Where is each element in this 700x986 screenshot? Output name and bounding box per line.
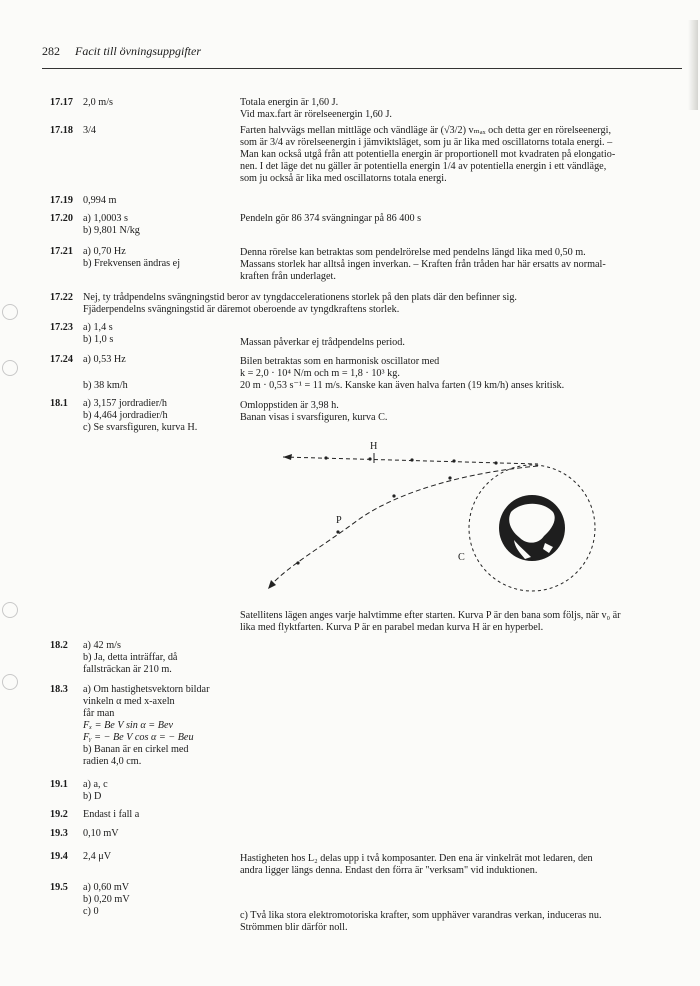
exercise-number: 17.21: [50, 246, 73, 257]
curve-label-c: C: [458, 552, 465, 563]
curve-p: [272, 466, 538, 584]
exercise-number: 17.19: [50, 195, 73, 206]
exercise-number: 19.4: [50, 851, 68, 862]
punch-hole: [2, 602, 18, 618]
answer: b) 38 km/h: [83, 380, 128, 391]
exercise-number: 17.20: [50, 213, 73, 224]
answer: a) 0,70 Hz b) Frekvensen ändras ej: [83, 246, 181, 269]
answer: Endast i fall a: [83, 809, 140, 820]
answer: 0,994 m: [83, 195, 117, 206]
punch-hole: [2, 360, 18, 376]
exercise-number: 19.1: [50, 779, 68, 790]
exercise-number: 17.23: [50, 322, 73, 333]
curve-h-arrow: [283, 454, 292, 460]
comment: Bilen betraktas som en harmonisk oscillator med k = 2,0 · 10⁴ N/m och m = 1,8 · 10³ kg. 20 m · 0,53 s⁻¹ = 11 m/s. Kanske kan även halva farten (19 km/h) anses kritisk.: [240, 356, 565, 391]
answer: 0,10 mV: [83, 828, 119, 839]
exercise-number: 18.2: [50, 640, 68, 651]
answer: a) 1,0003 s b) 9,801 N/kg: [83, 213, 140, 236]
comment: Massan påverkar ej trådpendelns period.: [240, 337, 405, 348]
comment: Pendeln gör 86 374 svängningar på 86 400 s: [240, 213, 422, 224]
exercise-number: 18.1: [50, 398, 68, 409]
exercise-number: 17.18: [50, 125, 73, 136]
answer: a) Om hastighetsvektorn bildar vinkeln α med x-axeln får man Fₓ = Be V sin α = Bev Fᵧ = − Be V cos α = − Beu b) Banan är en cirkel med radien 4,0 cm.: [83, 684, 210, 767]
answer: 3/4: [83, 125, 97, 136]
page-edge-shadow: [688, 20, 698, 110]
punch-hole: [2, 304, 18, 320]
exercise-number: 18.3: [50, 684, 68, 695]
exercise-number: 17.22: [50, 292, 73, 303]
answer: a) 1,4 s b) 1,0 s: [83, 322, 114, 345]
exercise-number: 19.5: [50, 882, 68, 893]
position-markers: [296, 456, 497, 564]
curve-label-h: H: [370, 441, 378, 452]
answer: a) 42 m/s b) Ja, detta inträffar, då fallsträckan är 210 m.: [83, 640, 178, 675]
running-title: Facit till övningsuppgifter: [75, 44, 201, 58]
answer: a) 0,60 mV b) 0,20 mV c) 0: [83, 882, 130, 917]
page-number: 282: [42, 44, 60, 58]
comment: Totala energin är 1,60 J. Vid max.fart är rörelseenergin 1,60 J.: [240, 97, 392, 120]
answer: Nej, ty trådpendelns svängningstid beror av tyngdaccelerationens storlek på den plats där den befinner sig. Fjäderpendelns svängningstid är däremot oberoende av tyngdkraftens storlek.: [83, 292, 517, 315]
comment: Denna rörelse kan betraktas som pendelrörelse med pendelns längd lika med 0,50 m. Massans storlek har alltså ingen inverkan. – Kraften från tråden har här ersatts av normal- kraften från underlaget.: [240, 247, 606, 282]
exercise-number: 19.3: [50, 828, 68, 839]
figure-caption: Satellitens lägen anges varje halvtimme efter starten. Kurva P är den bana som följs, när v₀ är lika med flyktfarten. Kurva P är en parabel medan kurva H är en hyperbel.: [240, 610, 621, 633]
exercise-number: 17.24: [50, 354, 73, 365]
comment: Hastigheten hos L₂ delas upp i två komposanter. Den ena är vinkelrät mot ledaren, den andra ligger längs denna. Endast den förra är "verksam" vid induktionen.: [240, 853, 593, 876]
answer: 2,0 m/s: [83, 97, 114, 108]
answer: a) 0,53 Hz: [83, 354, 126, 365]
comment: Farten halvvägs mellan mittläge och vändläge är (√3/2) vₘₐₓ och detta ger en rörelseenergi, som är 3/4 av rörelseenergin i jämviktsläget, som ju är lika med oscillatorns totala energi. – Man kan också utgå från att potentiella energin är proportionell mot kvadraten på elongatio- nen. I det läge det nu gäller är potentiella energin 1/4 av potentiella energin i ett vändläge, som ju också är lika med oscillatorns totala energi.: [240, 125, 616, 184]
answer: a) a, c b) D: [83, 779, 108, 802]
answer: a) 3,157 jordradier/h b) 4,464 jordradier/h c) Se svarsfiguren, kurva H.: [83, 398, 198, 433]
curve-label-p: P: [336, 515, 342, 526]
comment: c) Två lika stora elektromotoriska krafter, som upphäver varandras verkan, induceras nu. Strömmen blir därför noll.: [240, 910, 602, 933]
exercise-number: 17.17: [50, 97, 73, 108]
comment: Omloppstiden är 3,98 h. Banan visas i svarsfiguren, kurva C.: [240, 400, 388, 423]
curve-p-arrow: [268, 580, 276, 589]
exercise-number: 19.2: [50, 809, 68, 820]
punch-hole: [2, 674, 18, 690]
answer: 2,4 μV: [83, 851, 112, 862]
